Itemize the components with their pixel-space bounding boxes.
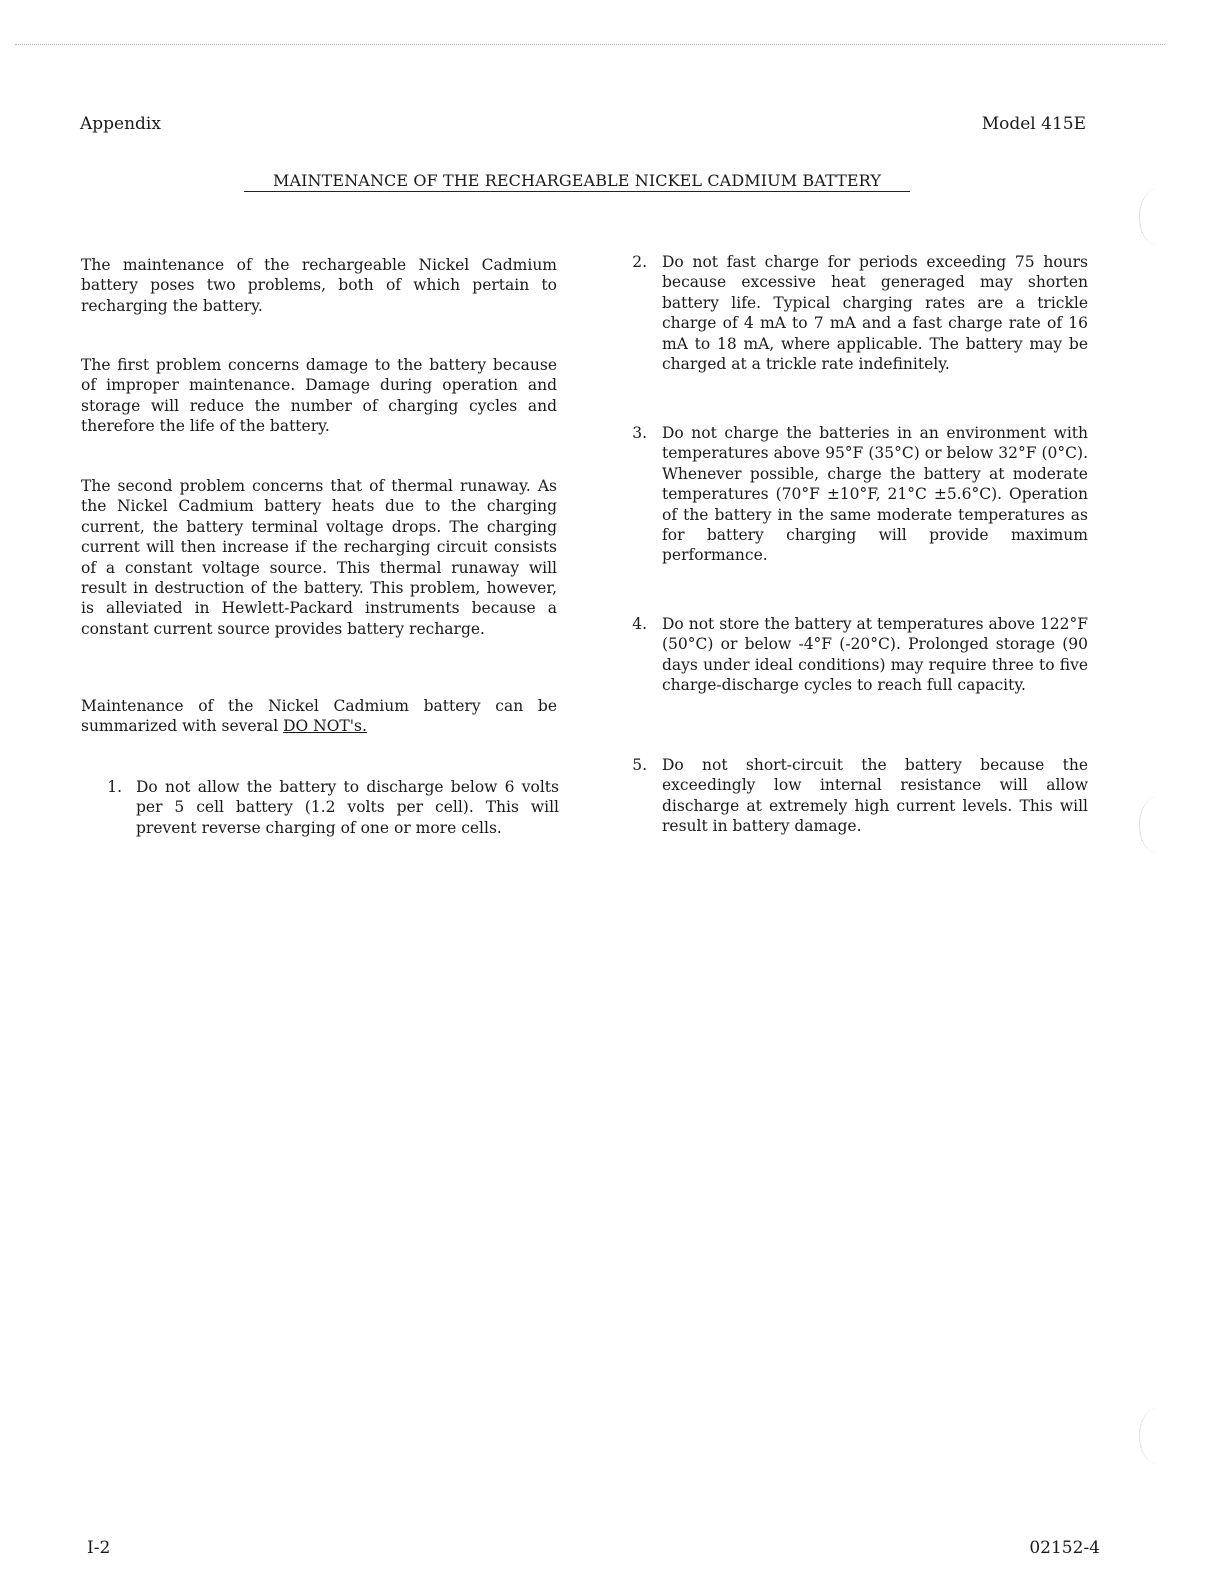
document-number: 02152-4 (1029, 1538, 1100, 1558)
summary-emphasis: DO NOT's. (283, 717, 367, 736)
header-model: Model 415E (981, 114, 1086, 134)
paragraph-second-problem: The second problem concerns that of thermal runaway. As the Nickel Cadmium battery heats due to the charging current, the battery terminal voltage drops. The charging current will then increase if the recharging circuit consists of a constant voltage source. This thermal runaway will result in destruction of the battery. This problem, however, is alleviated in Hewlett-Packard instruments because a constant current source provides battery recharge. (81, 477, 557, 638)
header-section: Appendix (80, 114, 161, 134)
page-number: I-2 (87, 1538, 111, 1558)
summary-text: Maintenance of the Nickel Cadmium battery can be summarized with several (81, 697, 557, 736)
list-item-4: Do not store the battery at temperatures above 122°F (50°C) or below -4°F (-20°C). Prolonged storage (90 days under ideal conditions) may require three to five charge-discharge cycles to reach full capacity. (662, 615, 1088, 695)
list-number: 2. (632, 253, 647, 271)
scan-edge-line (15, 44, 1165, 45)
list-number: 4. (632, 615, 647, 633)
list-item-1: Do not allow the battery to discharge below 6 volts per 5 cell battery (1.2 volts per cell). This will prevent reverse charging of one or more cells. (136, 778, 559, 837)
paragraph-summary (81, 696, 557, 737)
list-number: 3. (632, 424, 647, 442)
list-item-5: Do not short-circuit the battery because the exceedingly low internal resistance will allow discharge at extremely high current levels. This will result in battery damage. (662, 756, 1088, 836)
paragraph-intro: The maintenance of the rechargeable Nickel Cadmium battery poses two problems, both of which pertain to recharging the battery. (81, 256, 557, 315)
punch-hole-mark (1139, 797, 1174, 853)
page-title: MAINTENANCE OF THE RECHARGEABLE NICKEL CADMIUM BATTERY (244, 171, 910, 192)
list-item-3: Do not charge the batteries in an environment with temperatures above 95°F (35°C) or below 32°F (0°C). Whenever possible, charge the battery at moderate temperatures (70°F ±10°F, 21°C ±5.6°C). Operation of the battery in the same moderate temperatures as for battery charging will provide maximum performance. (662, 424, 1088, 565)
list-item-2: Do not fast charge for periods exceeding 75 hours because excessive heat generaged may shorten battery life. Typical charging rates are a trickle charge of 4 mA to 7 mA and a fast charge rate of 16 mA to 18 mA, where applicable. The battery may be charged at a trickle rate indefinitely. (662, 253, 1088, 374)
punch-hole-mark (1139, 1408, 1174, 1464)
list-number: 5. (632, 756, 647, 774)
list-number: 1. (107, 778, 122, 796)
paragraph-first-problem: The first problem concerns damage to the battery because of improper maintenance. Damage during operation and storage will reduce the number of charging cycles and therefore the life of the battery. (81, 356, 557, 436)
punch-hole-mark (1139, 189, 1174, 245)
